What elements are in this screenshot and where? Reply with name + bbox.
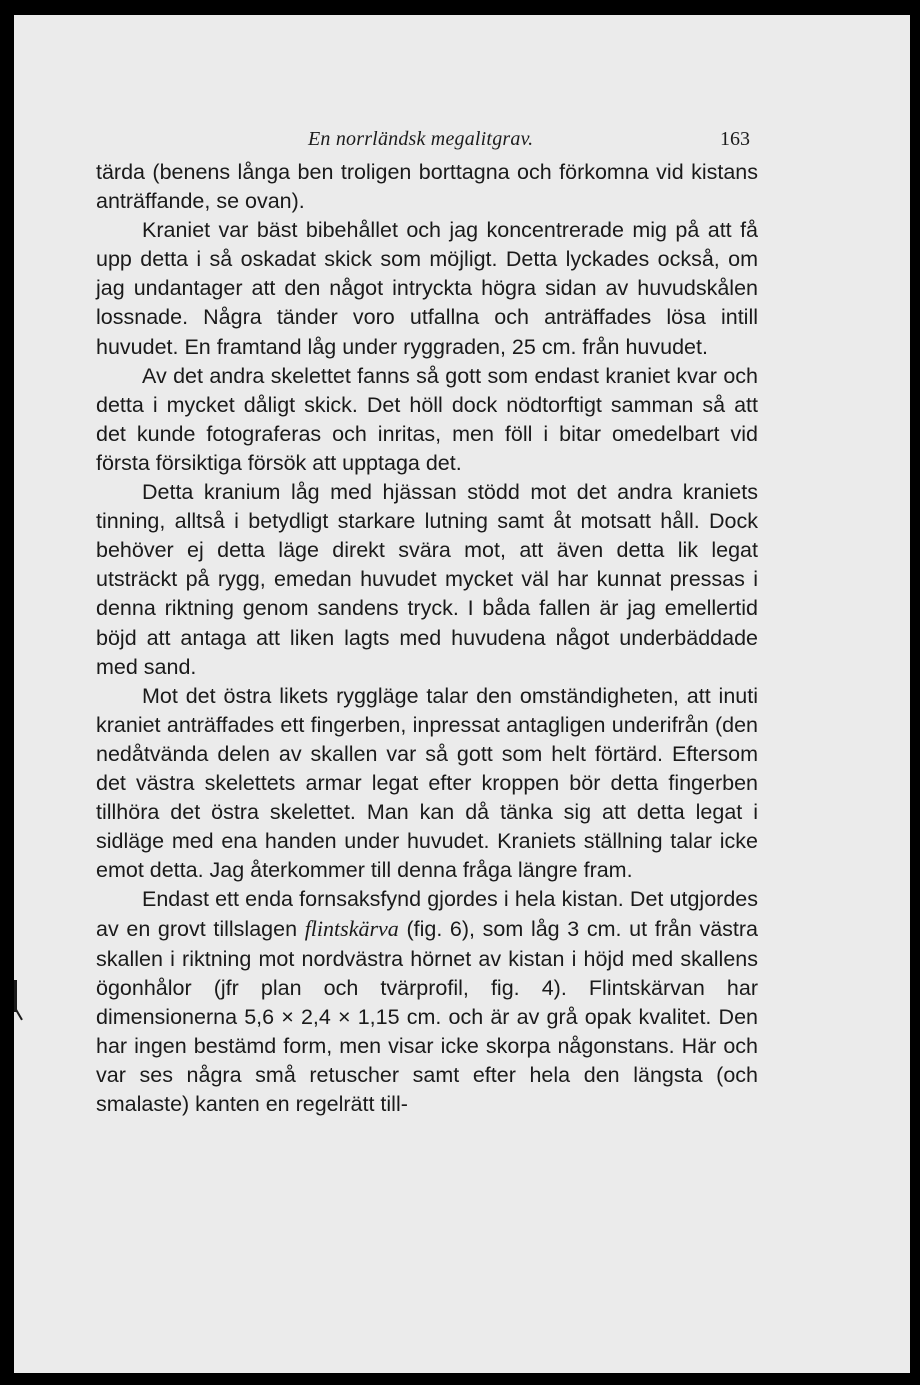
paragraph-text: tärda (benens långa ben troligen borttagna och förkomna vid kistans anträffande, se ovan). xyxy=(96,160,758,214)
running-title: En norrländsk megalitgrav. xyxy=(308,128,534,150)
paragraph xyxy=(96,478,758,682)
paragraph-text: Endast ett enda fornsaksfynd gjordes i hela kistan. Det utgjordes av en grovt tillslagen xyxy=(96,887,758,942)
running-header xyxy=(14,128,910,158)
page-number: 163 xyxy=(720,128,750,150)
paragraph xyxy=(96,158,758,216)
paragraph-text: Detta kranium låg med hjässan stödd mot det andra kraniets tinning, alltså i betydligt starkare lutning samt åt motsatt håll. Dock behöver ej detta läge direkt svära mot, att även detta lik legat utsträckt på rygg, emedan huvudet mycket väl har kunnat pressas i denna riktning genom sandens tryck. I båda fallen är jag emellertid böjd att antaga att liken lagts med huvudena något underbäddade med sand. xyxy=(96,480,758,679)
paragraph-text: Mot det östra likets ryggläge talar den omständigheten, att inuti kraniet anträffades ett fingerben, inpressat antagligen underifrån (den nedåtvända delen av skallen var så gott som helt förtärd. Eftersom det västra skelettets armar legat efter kroppen bör detta fingerben tillhöra det östra skelettet. Man kan då tänka sig att detta legat i sidläge med ena handen under huvudet. Kraniets ställning talar icke emot detta. Jag återkommer till denna fråga längre fram. xyxy=(96,683,758,883)
paragraph xyxy=(96,216,758,361)
body-text xyxy=(96,158,758,1119)
paragraph xyxy=(96,362,758,478)
paragraph-text: (fig. 6), som låg 3 cm. ut från västra skallen i riktning mot nordvästra hörnet av kistan i höjd med skallens ögonhålor (jfr plan och tvärprofil, fig. 4). Flintskärvan har dimensionerna 5,6 × 2,4 × 1,15 cm. och är av grå opak kvalitet. Den har ingen bestämd form, men visar icke skorpa någonstans. Här och var ses några små retuscher samt efter hela den längsta (och smalaste) kanten en regelrätt till- xyxy=(96,917,758,1116)
margin-mark xyxy=(14,1006,23,1021)
paragraph-text: Kraniet var bäst bibehållet och jag koncentrerade mig på att få upp detta i så oskadat skick som möjligt. Detta lyckades också, om jag undantager att den något intryckta högra sidan av huvudskålen lossnade. Några tänder voro utfallna och anträffades lösa intill huvudet. En framtand låg under ryggraden, 25 cm. från huvudet. xyxy=(96,218,758,359)
paragraph xyxy=(96,885,758,1119)
italic-term: flintskärva xyxy=(304,916,399,942)
scanned-page xyxy=(14,15,910,1373)
paragraph-text: Av det andra skelettet fanns så gott som endast kraniet kvar och detta i mycket dåligt skick. Det höll dock nödtorftigt samman så att det kunde fotograferas och inritas, men föll i bitar omedelbart vid första försiktiga försök att upptaga det. xyxy=(96,363,758,475)
paragraph xyxy=(96,682,758,886)
